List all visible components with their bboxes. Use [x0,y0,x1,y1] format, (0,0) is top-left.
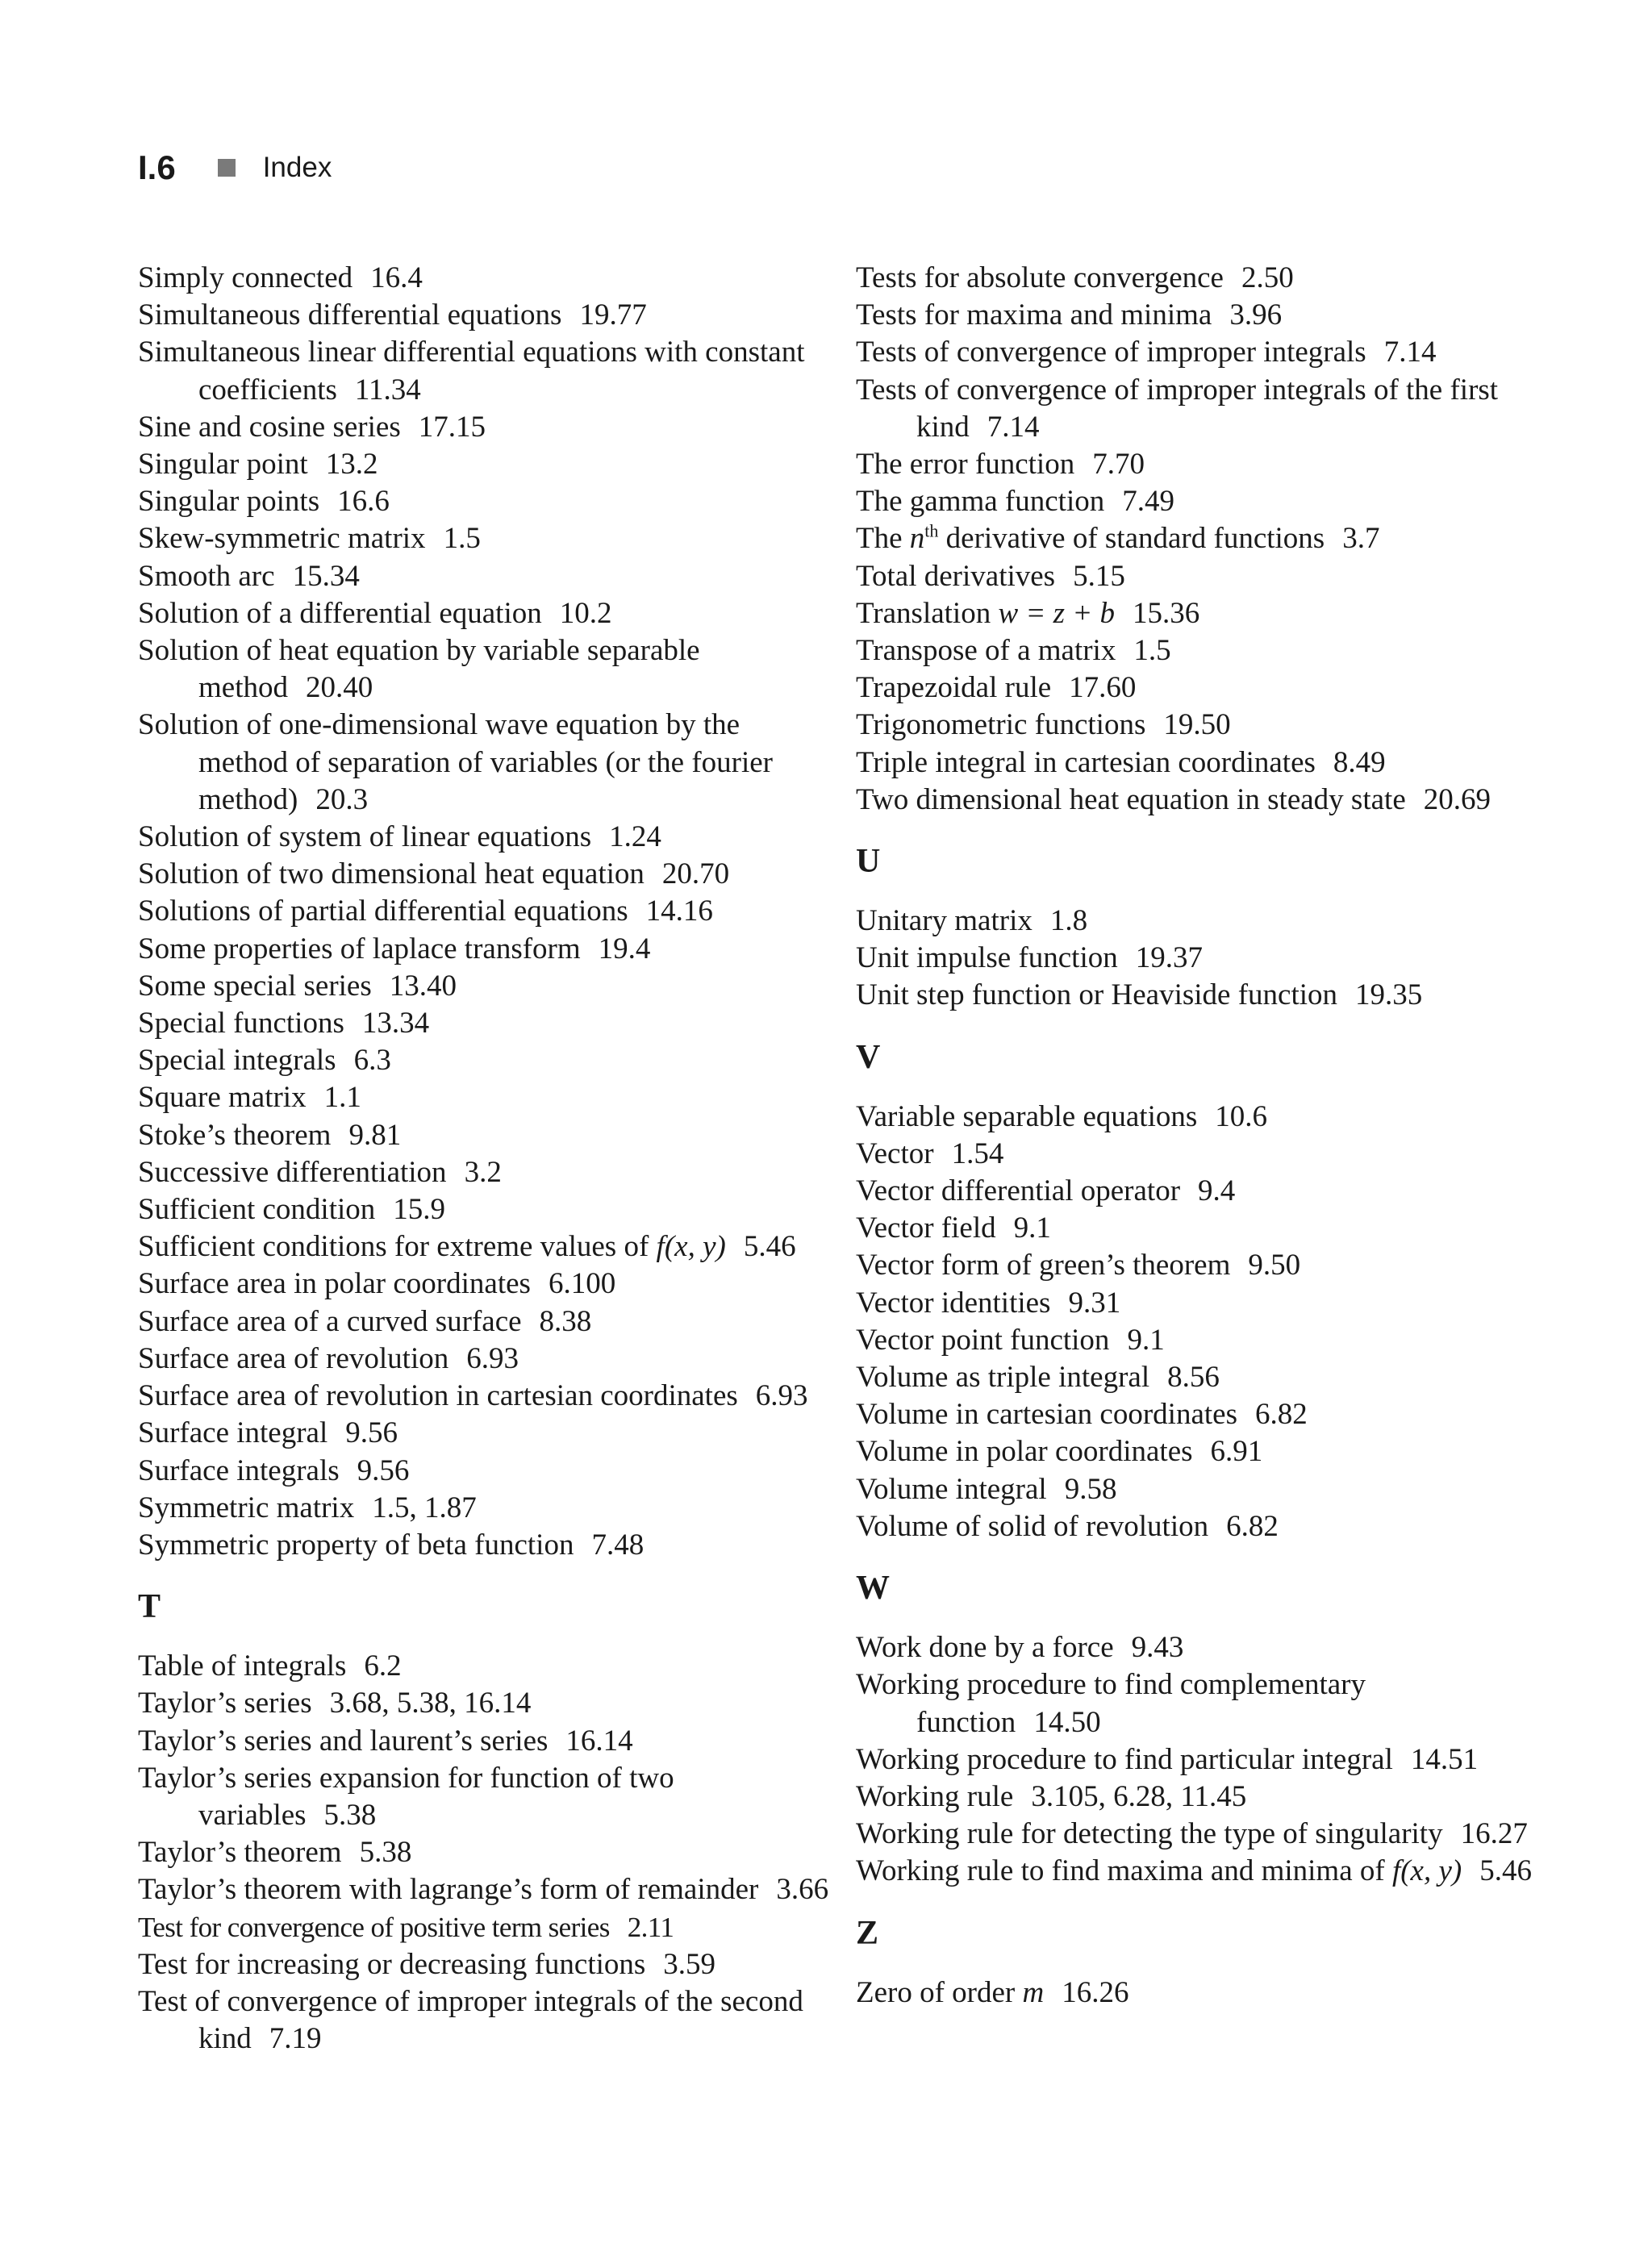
index-term: Sine and cosine series [138,410,401,444]
index-term: Taylor’s theorem [138,1836,342,1870]
index-entry [856,1099,1550,1136]
page-reference: 9.31 [1068,1286,1121,1320]
index-term: Table of integrals [138,1649,347,1683]
page-reference: 13.40 [389,969,457,1003]
index-term: Surface integral [138,1416,328,1450]
index-entry [856,1247,1550,1284]
index-entry [856,1816,1550,1853]
page-reference: 15.9 [393,1193,445,1227]
index-entry [138,1834,832,1871]
index-entry [856,1975,1550,2012]
index-entry [138,893,832,930]
index-entry [138,1191,832,1228]
index-entry [138,1527,832,1564]
index-entry [856,1285,1550,1322]
page-reference: 5.46 [743,1230,796,1264]
index-term: Simultaneous differential equations [138,298,562,332]
index-entry [138,1341,832,1378]
index-term: Tests of convergence of improper integrals of the first kind [856,373,1499,444]
page-reference: 9.50 [1248,1249,1301,1282]
page-reference: 5.46 [1479,1854,1532,1888]
page-reference: 1.5 [1133,634,1171,668]
index-term: Simply connected [138,261,353,294]
index-entry [138,297,832,334]
page-reference: 2.11 [627,1911,674,1943]
page-reference: 20.69 [1423,782,1491,816]
page-reference: 17.15 [418,410,486,444]
index-entry [138,1760,832,1834]
index-term: Vector [856,1136,934,1170]
index-term: The error function [856,448,1075,482]
page-reference: 1.8 [1049,904,1088,938]
index-entry [856,1136,1550,1173]
page-reference: 19.50 [1163,708,1231,742]
page-reference: 9.1 [1127,1323,1165,1357]
index-term: derivative of standard functions [938,522,1325,556]
page-header [138,144,332,192]
index-letter-heading: T [138,1588,161,1626]
index-entry [138,1117,832,1154]
index-entry [856,334,1550,371]
page-reference: 16.26 [1062,1975,1129,2009]
index-term: Work done by a force [856,1631,1114,1665]
index-entry [138,1042,832,1079]
index-term: The [856,522,910,556]
index-entry [856,520,1550,557]
index-term: Unit step function or Heaviside function [856,978,1338,1012]
index-entry [856,1322,1550,1359]
page-reference: 9.1 [1013,1211,1051,1245]
index-entry [138,520,832,557]
index-term: Vector identities [856,1286,1051,1320]
page-reference: 2.50 [1241,261,1294,294]
index-column-left [138,260,832,2058]
index-entry [856,744,1550,782]
index-term: Volume in cartesian coordinates [856,1398,1237,1432]
index-term: Sufficient condition [138,1193,376,1227]
index-entry [138,1079,832,1116]
index-term: Vector form of green’s theorem [856,1249,1231,1282]
page-reference: 6.82 [1254,1398,1308,1432]
index-term: Working procedure to find complementary function [856,1668,1366,1739]
index-term: Vector differential operator [856,1174,1181,1208]
index-term: Volume integral [856,1472,1047,1506]
page-reference: 9.56 [345,1416,398,1450]
page-reference: 1.5, 1.87 [372,1491,477,1524]
index-term: Volume of solid of revolution [856,1509,1209,1543]
index-entry [856,1853,1550,1890]
index-term: Surface integrals [138,1453,340,1487]
math-expression: f(x, y) [656,1230,726,1264]
index-entry [138,1723,832,1760]
index-column-right [856,260,1550,2012]
index-term: Solution of system of linear equations [138,820,592,854]
page-reference: 11.34 [354,373,421,407]
index-term: Surface area of revolution [138,1341,449,1375]
index-term: Singular point [138,448,308,482]
index-term: Taylor’s series [138,1687,312,1720]
page-reference: 6.93 [755,1379,808,1413]
index-entry [138,558,832,595]
page-reference: 9.81 [348,1118,402,1152]
page-reference: 6.91 [1210,1435,1263,1469]
page-reference: 16.27 [1460,1817,1528,1851]
index-entry [138,1453,832,1490]
index-letter-heading: U [856,843,881,881]
page-reference: 8.56 [1167,1361,1220,1395]
index-term: Working rule [856,1779,1014,1813]
index-term: Test for convergence of positive term series [138,1911,610,1943]
page-reference: 9.56 [357,1453,410,1487]
index-term: Volume as triple integral [856,1361,1150,1395]
page-reference: 6.93 [466,1341,519,1375]
index-term: Surface area in polar coordinates [138,1267,531,1301]
index-term: Working rule to find maxima and minima of [856,1854,1392,1888]
index-term: Simultaneous linear differential equations with constant coefficients [138,336,805,407]
index-term: Square matrix [138,1081,307,1115]
index-entry [856,595,1550,632]
index-term: Unit impulse function [856,941,1118,975]
running-head: Index [262,152,332,183]
index-term: Vector field [856,1211,996,1245]
page-reference: 13.34 [361,1007,430,1040]
page-reference: 14.50 [1033,1705,1101,1739]
index-term: Solution of a differential equation [138,596,542,630]
page-reference: 19.77 [579,298,647,332]
page-reference: 19.4 [598,932,651,965]
index-entry [138,632,832,707]
index-term: Triple integral in cartesian coordinates [856,745,1316,779]
math-expression: f(x, y) [1391,1854,1462,1888]
index-term: Special functions [138,1007,344,1040]
index-term: Zero of order [856,1975,1023,2009]
index-entry [138,1909,832,1946]
index-entry [856,1210,1550,1247]
index-entry [856,940,1550,977]
index-entry [856,632,1550,669]
index-entry [138,856,832,893]
page-reference: 14.51 [1410,1742,1479,1776]
index-entry [856,1629,1550,1666]
page-reference: 20.3 [315,782,369,816]
index-entry [856,707,1550,744]
index-entry [138,819,832,856]
index-entry [138,1946,832,1983]
index-term: Translation [856,596,999,630]
page-reference: 20.40 [305,671,373,705]
page-reference: 6.100 [548,1267,616,1301]
page-reference: 5.38 [359,1836,412,1870]
page-reference: 9.43 [1131,1631,1184,1665]
index-term: Volume in polar coordinates [856,1435,1193,1469]
index-entry [856,903,1550,940]
index-term: Test for increasing or decreasing functions [138,1947,646,1981]
page-reference: 1.1 [323,1081,361,1115]
page-reference: 3.68, 5.38, 16.14 [329,1687,532,1720]
math-variable: n [909,522,925,556]
index-term: Working procedure to find particular integral [856,1742,1393,1776]
index-term: Some properties of laplace transform [138,932,581,965]
index-entry [856,1666,1550,1741]
page-reference: 7.70 [1092,448,1145,482]
index-entry [138,446,832,483]
index-entry [138,1228,832,1266]
page-reference: 7.19 [269,2022,322,2056]
page-reference: 5.15 [1073,559,1125,593]
page-reference: 7.14 [1383,336,1437,369]
page-reference: 10.6 [1215,1099,1268,1133]
page-reference: 5.38 [323,1798,377,1832]
index-entry [138,1648,832,1685]
page-reference: 3.2 [464,1155,502,1189]
math-expression: w = z + b [998,596,1115,630]
index-term: Symmetric property of beta function [138,1528,574,1562]
index-term: Tests for absolute convergence [856,261,1224,294]
index-entry [138,1983,832,2058]
index-term: Singular points [138,485,320,519]
page-reference: 19.37 [1135,941,1203,975]
index-entry [138,595,832,632]
page-reference: 13.2 [325,448,378,482]
index-term: Stoke’s theorem [138,1118,332,1152]
index-entry [138,409,832,446]
page-reference: 16.4 [370,261,423,294]
index-entry [138,1415,832,1452]
index-term: Taylor’s series expansion for function of two variables [138,1761,674,1832]
index-entry [856,483,1550,520]
page-reference: 15.34 [292,559,360,593]
index-entry [138,483,832,520]
page-reference: 6.82 [1226,1509,1279,1543]
page-reference: 3.59 [663,1947,716,1981]
page-reference: 19.35 [1355,978,1423,1012]
index-entry [138,931,832,968]
index-entry [138,1005,832,1042]
index-entry [138,260,832,297]
index-entry [138,334,832,408]
index-term: Solution of one-dimensional wave equation by the method of separation of variables (or the fourier method) [138,708,773,816]
index-term: Unitary matrix [856,904,1032,938]
index-entry [138,1266,832,1303]
index-entry [856,782,1550,819]
page-reference: 3.96 [1229,298,1283,332]
page-reference: 7.14 [987,410,1040,444]
page-reference: 20.70 [661,857,730,891]
index-term: Smooth arc [138,559,275,593]
index-entry [138,968,832,1005]
index-term: Trapezoidal rule [856,671,1052,705]
index-term: Transpose of a matrix [856,634,1116,668]
index-entry [138,1303,832,1341]
index-entry [856,1741,1550,1779]
index-term: Tests for maxima and minima [856,298,1212,332]
index-entry [856,260,1550,297]
page-reference: 10.2 [559,596,612,630]
square-bullet-icon [218,159,236,177]
index-term: Successive differentiation [138,1155,447,1189]
index-entry [138,1378,832,1415]
page-reference: 14.16 [645,894,713,928]
index-entry [856,1779,1550,1816]
page-reference: 7.49 [1122,485,1174,519]
index-term: Solution of two dimensional heat equation [138,857,645,891]
index-term: The gamma function [856,485,1105,519]
page-reference: 9.4 [1198,1174,1236,1208]
page-reference: 17.60 [1069,671,1137,705]
math-expression: m [1022,1975,1045,2009]
index-term: Surface area of revolution in cartesian coordinates [138,1379,738,1413]
index-term: Some special series [138,969,372,1003]
page-reference: 3.105, 6.28, 11.45 [1031,1779,1247,1813]
index-entry [856,977,1550,1014]
index-term: Test of convergence of improper integrals of the second kind [138,1984,803,2056]
index-entry [856,1508,1550,1545]
page-reference: 9.58 [1064,1472,1117,1506]
index-term: Taylor’s series and laurent’s series [138,1724,549,1758]
page-number: I.6 [138,148,176,186]
index-entry [138,1685,832,1722]
index-term: Skew-symmetric matrix [138,522,426,556]
page-reference: 8.38 [539,1304,592,1338]
page-reference: 1.24 [609,820,661,854]
index-term: Symmetric matrix [138,1491,355,1524]
page-reference: 1.54 [951,1136,1004,1170]
page-reference: 6.3 [353,1044,391,1078]
page-reference: 1.5 [443,522,481,556]
index-entry [856,1396,1550,1433]
page-reference: 15.36 [1132,596,1200,630]
index-term: Tests of convergence of improper integrals [856,336,1366,369]
index-term: Solutions of partial differential equations [138,894,628,928]
page-reference: 16.14 [565,1724,633,1758]
index-entry [138,1490,832,1527]
page-reference: 3.7 [1342,522,1380,556]
index-letter-heading: Z [856,1914,879,1952]
index-term: Special integrals [138,1044,336,1078]
index-term: Vector point function [856,1323,1110,1357]
page-reference: 3.66 [776,1873,829,1907]
index-entry [138,1154,832,1191]
index-entry [856,669,1550,707]
index-term: Variable separable equations [856,1099,1198,1133]
index-entry [856,297,1550,334]
index-entry [856,372,1550,446]
index-entry [856,558,1550,595]
index-term: Sufficient conditions for extreme values of [138,1230,657,1264]
page-reference: 16.6 [337,485,390,519]
index-letter-heading: W [856,1570,890,1608]
index-term: Solution of heat equation by variable separable method [138,634,700,705]
index-entry [856,446,1550,483]
index-entry [856,1173,1550,1210]
page-reference: 8.49 [1333,745,1386,779]
index-entry [856,1471,1550,1508]
index-term: Total derivatives [856,559,1056,593]
index-entry [138,707,832,819]
index-term: Trigonometric functions [856,708,1146,742]
index-term: Two dimensional heat equation in steady state [856,782,1406,816]
superscript: th [924,521,939,542]
index-term: Taylor’s theorem with lagrange’s form of remainder [138,1873,759,1907]
index-term: Surface area of a curved surface [138,1304,522,1338]
page-reference: 6.2 [364,1649,402,1683]
index-entry [856,1359,1550,1396]
page-reference: 7.48 [591,1528,645,1562]
index-entry [138,1871,832,1908]
index-entry [856,1433,1550,1470]
index-letter-heading: V [856,1038,881,1076]
index-term: Working rule for detecting the type of singularity [856,1817,1443,1851]
